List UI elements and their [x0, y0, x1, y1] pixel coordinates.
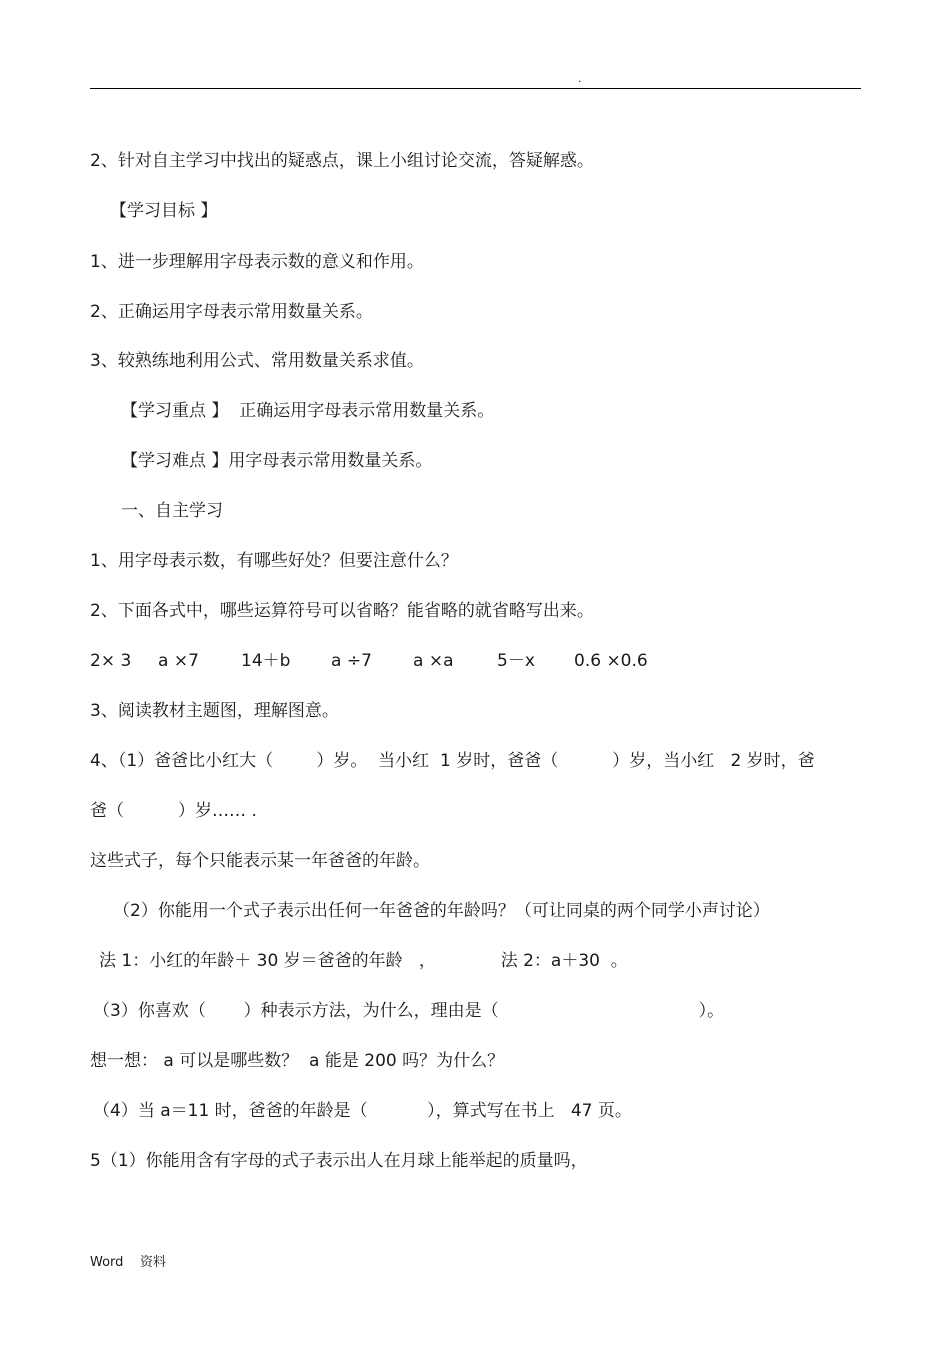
key-point: 【学习重点 】 正确运用字母表示常用数量关系。	[121, 401, 495, 421]
expression: 2× 3	[90, 651, 132, 671]
think-question: 想一想： a 可以是哪些数？ a 能是 200 吗？为什么？	[90, 1051, 505, 1071]
question-4-part-2: （2）你能用一个式子表示出任何一年爸爸的年龄吗？（可让同桌的两个同学小声讨论）	[113, 901, 770, 921]
expression: 14＋b	[241, 651, 291, 671]
expression: 0.6 ×0.6	[574, 651, 648, 671]
expression: a ×7	[158, 651, 199, 671]
goal-1: 1、进一步理解用字母表示数的意义和作用。	[90, 252, 424, 272]
goal-2: 2、正确运用字母表示常用数量关系。	[90, 302, 373, 322]
question-2: 2、下面各式中，哪些运算符号可以省略？能省略的就省略写出来。	[90, 601, 594, 621]
note-text: 这些式子，每个只能表示某一年爸爸的年龄。	[90, 851, 430, 871]
question-3: 3、阅读教材主题图，理解图意。	[90, 701, 339, 721]
section-self-study: 一、自主学习	[121, 501, 223, 521]
expression: a ÷7	[331, 651, 372, 671]
expression: 5－x	[497, 651, 535, 671]
question-4-part-3: （3）你喜欢（ ）种表示方法，为什么，理由是（ ）。	[93, 1001, 725, 1021]
difficult-point: 【学习难点 】用字母表示常用数量关系。	[121, 451, 433, 471]
header-rule	[90, 88, 861, 89]
question-4-part-4: （4）当 a＝11 时，爸爸的年龄是（ ），算式写在书上 47 页。	[93, 1101, 632, 1121]
section-learning-goals: 【学习目标 】	[110, 201, 218, 221]
methods-line: 法 1：小红的年龄＋ 30 岁＝爸爸的年龄 ， 法 2：a＋30 。	[99, 951, 628, 971]
goal-3: 3、较熟练地利用公式、常用数量关系求值。	[90, 351, 424, 371]
question-4-part-1: 4、（1）爸爸比小红大（ ）岁。 当小红 1 岁时，爸爸（ ）岁，当小红 2 岁时，爸	[90, 751, 815, 771]
header-mark: .	[578, 72, 582, 85]
question-4-part-1-cont: 爸（ ）岁…… .	[90, 801, 257, 821]
footer-label: Word 资料	[90, 1255, 166, 1270]
question-5: 5（1）你能用含有字母的式子表示出人在月球上能举起的质量吗，	[90, 1151, 588, 1171]
expression: a ×a	[413, 651, 454, 671]
line-1: 2、针对自主学习中找出的疑惑点，课上小组讨论交流，答疑解惑。	[90, 151, 594, 171]
question-1: 1、用字母表示数，有哪些好处？但要注意什么？	[90, 551, 458, 571]
